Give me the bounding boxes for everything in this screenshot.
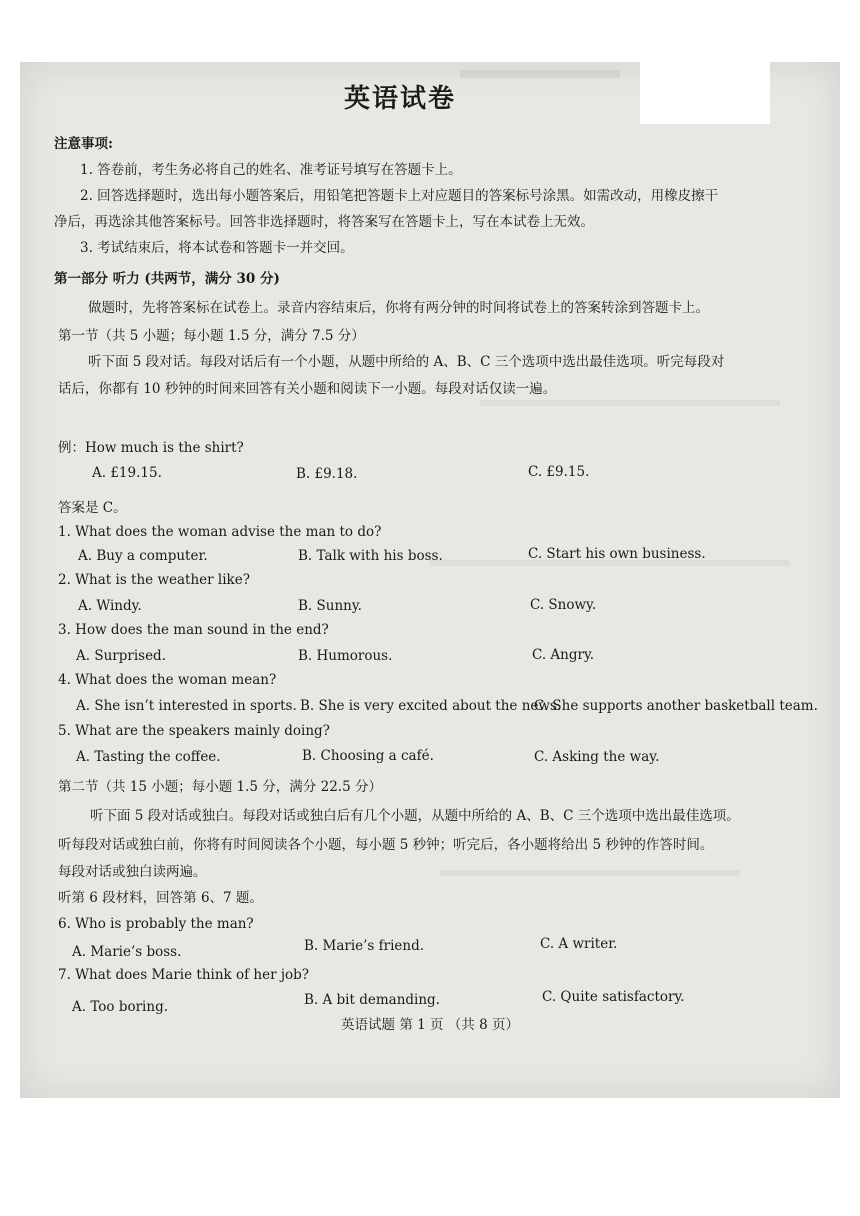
question-3-option-a: A. Surprised.: [76, 648, 166, 664]
material-6-heading: 听第 6 段材料，回答第 6、7 题。: [58, 890, 263, 906]
question-5-option-a: A. Tasting the coffee.: [76, 749, 221, 765]
part1-instruction: 做题时，先将答案标在试卷上。录音内容结束后，你将有两分钟的时间将试卷上的答案转涂到答题卡上。: [88, 300, 709, 316]
notice-item-3: 3. 考试结束后，将本试卷和答题卡一并交回。: [80, 240, 354, 256]
question-6-option-b: B. Marie’s friend.: [304, 938, 425, 954]
bleed-through-texture: [460, 70, 620, 78]
question-4-option-a: A. She isn’t interested in sports.: [76, 698, 297, 714]
question-6: 6. Who is probably the man?: [58, 916, 254, 932]
question-2-option-a: A. Windy.: [78, 598, 142, 614]
question-3-option-b: B. Humorous.: [298, 648, 393, 664]
question-7-option-b: B. A bit demanding.: [304, 992, 440, 1008]
example-question: 例：How much is the shirt?: [58, 440, 244, 456]
part1-heading: 第一部分 听力 (共两节，满分 30 分): [54, 271, 280, 287]
question-5-option-b: B. Choosing a café.: [302, 748, 434, 764]
section2-instruction-line-2: 听每段对话或独白前，你将有时间阅读各个小题，每小题 5 秒钟；听完后，各小题将给出 5 秒钟的作答时间。: [58, 837, 714, 853]
question-4-option-c: C. She supports another basketball team.: [534, 698, 818, 714]
question-1-option-b: B. Talk with his boss.: [298, 548, 443, 564]
question-7-option-a: A. Too boring.: [72, 999, 169, 1015]
bleed-through-texture: [480, 400, 780, 406]
page-footer: 英语试题 第 1 页 （共 8 页）: [341, 1017, 519, 1033]
question-1: 1. What does the woman advise the man to do?: [58, 524, 382, 540]
section1-instruction-line-2: 话后，你都有 10 秒钟的时间来回答有关小题和阅读下一小题。每段对话仅读一遍。: [58, 381, 557, 397]
question-6-option-a: A. Marie’s boss.: [72, 944, 182, 960]
question-3: 3. How does the man sound in the end?: [58, 622, 329, 638]
section2-heading: 第二节（共 15 小题；每小题 1.5 分，满分 22.5 分）: [58, 779, 382, 795]
question-7: 7. What does Marie think of her job?: [58, 967, 310, 983]
question-6-option-c: C. A writer.: [540, 936, 618, 952]
example-option-c: C. £9.15.: [528, 464, 590, 480]
notice-heading: 注意事项:: [54, 136, 113, 152]
notice-item-1: 1. 答卷前，考生务必将自己的姓名、准考证号填写在答题卡上。: [80, 162, 462, 178]
section2-instruction-line-3: 每段对话或独白读两遍。: [58, 864, 207, 880]
bleed-through-texture: [440, 870, 740, 876]
section1-instruction-line-1: 听下面 5 段对话。每段对话后有一个小题，从题中所给的 A、B、C 三个选项中选出最佳选项。听完每段对: [88, 354, 725, 370]
example-option-b: B. £9.18.: [296, 466, 358, 482]
question-1-option-c: C. Start his own business.: [528, 546, 706, 562]
section2-instruction-line-1: 听下面 5 段对话或独白。每段对话或独白后有几个小题，从题中所给的 A、B、C 三个选项中选出最佳选项。: [90, 808, 740, 824]
question-5: 5. What are the speakers mainly doing?: [58, 723, 330, 739]
question-2: 2. What is the weather like?: [58, 572, 250, 588]
question-4-option-b: B. She is very excited about the news.: [300, 698, 562, 714]
example-option-a: A. £19.15.: [92, 465, 162, 481]
question-2-option-c: C. Snowy.: [530, 597, 597, 613]
section1-heading: 第一节（共 5 小题；每小题 1.5 分，满分 7.5 分）: [58, 328, 365, 344]
notice-item-2-line-2: 净后，再选涂其他答案标号。回答非选择题时，将答案写在答题卡上，写在本试卷上无效。: [54, 214, 594, 230]
example-answer: 答案是 C。: [58, 500, 127, 516]
question-7-option-c: C. Quite satisfactory.: [542, 989, 685, 1005]
question-1-option-a: A. Buy a computer.: [78, 548, 208, 564]
question-2-option-b: B. Sunny.: [298, 598, 362, 614]
question-4: 4. What does the woman mean?: [58, 672, 277, 688]
page-title: 英语试卷: [343, 84, 456, 114]
question-3-option-c: C. Angry.: [532, 647, 595, 663]
question-5-option-c: C. Asking the way.: [534, 749, 660, 765]
notice-item-2-line-1: 2. 回答选择题时，选出每小题答案后，用铅笔把答题卡上对应题目的答案标号涂黑。如需改动，用橡皮擦干: [80, 188, 719, 204]
